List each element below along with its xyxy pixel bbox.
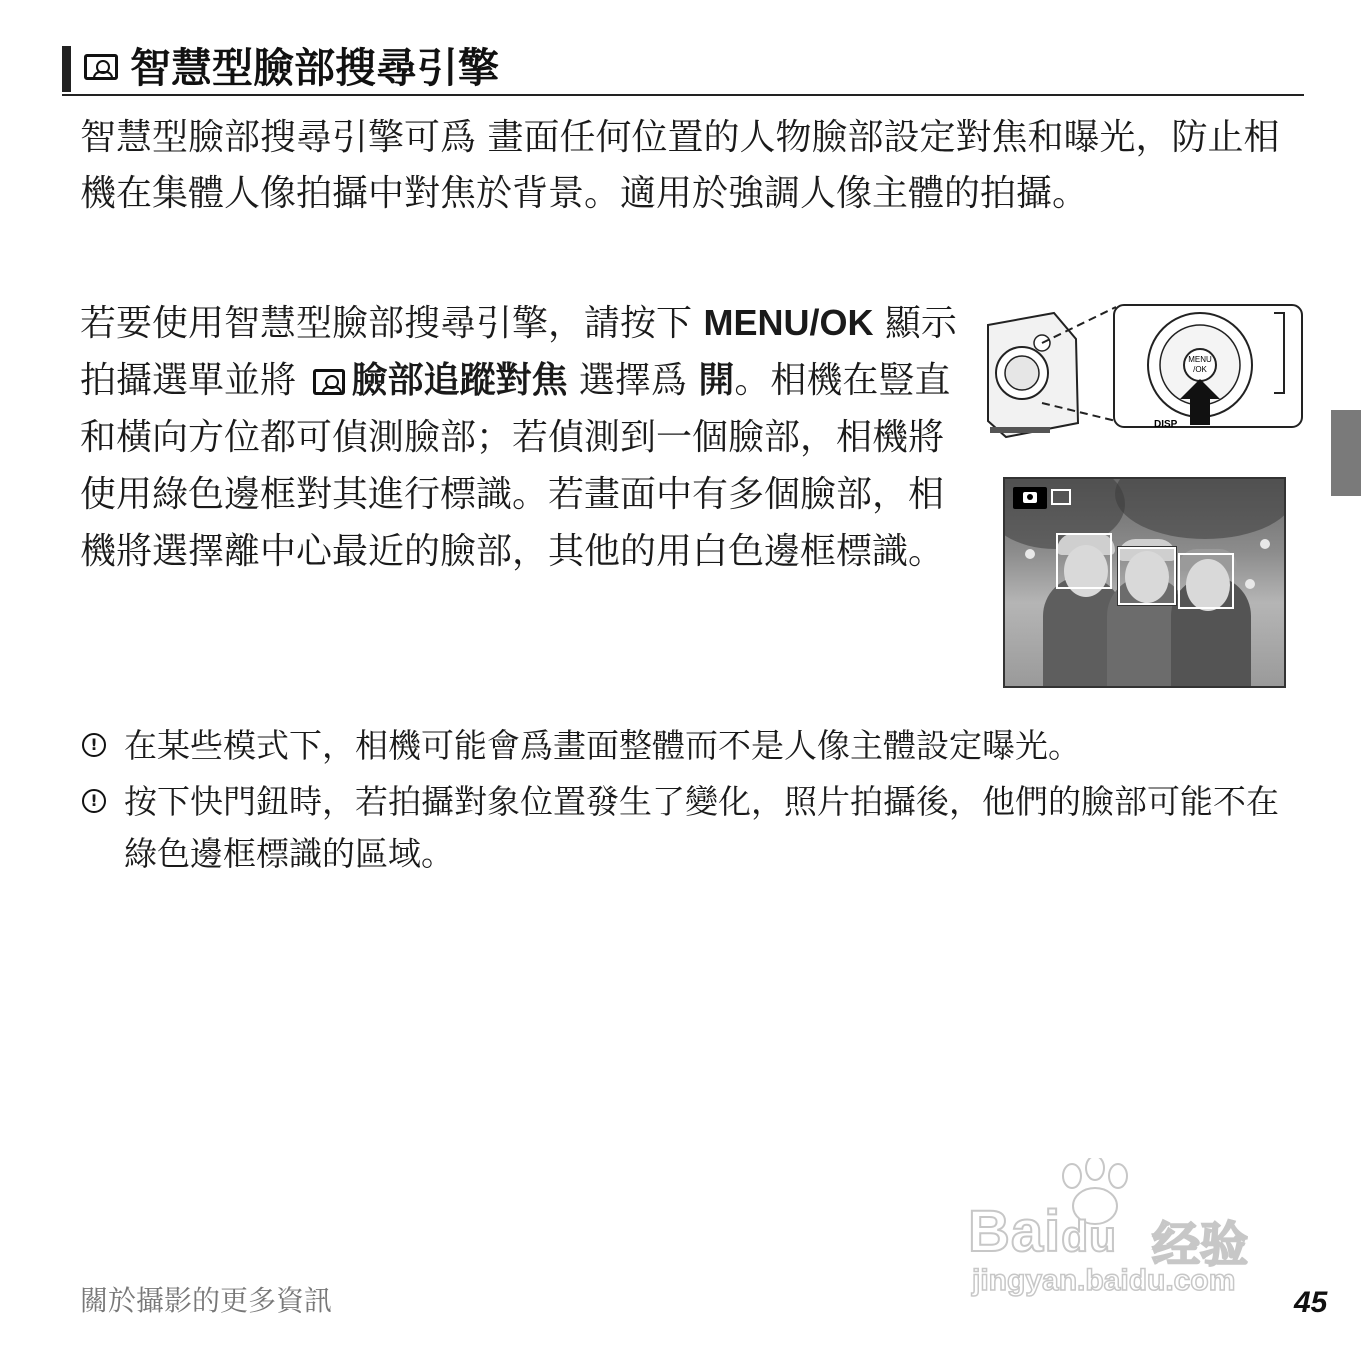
face-detection-example-photo bbox=[1003, 477, 1286, 688]
instructions-text-2: 顯示拍攝選單並將 bbox=[80, 303, 957, 401]
note-item bbox=[80, 720, 1295, 772]
footer-section-title: 關於攝影的更多資訊 bbox=[80, 1284, 333, 1317]
face-detection-indicator-icon bbox=[1051, 489, 1071, 505]
watermark-url: jingyan.baidu.com bbox=[972, 1264, 1236, 1297]
face-frame-white bbox=[1178, 553, 1234, 609]
face-frame-white bbox=[1056, 533, 1112, 589]
setting-name: 臉部追蹤對焦 bbox=[351, 360, 568, 401]
setting-value: 開 bbox=[698, 360, 735, 401]
note-item bbox=[80, 776, 1295, 880]
camera-back-illustration bbox=[984, 303, 1306, 445]
instructions-text-1: 若要使用智慧型臉部搜尋引擎，請按下 bbox=[80, 303, 704, 344]
page-number: 45 bbox=[1294, 1286, 1328, 1319]
instructions-text-3: 選擇爲 bbox=[567, 360, 699, 401]
dial-menu-label: MENU bbox=[1188, 355, 1212, 364]
header-bar-mark bbox=[62, 46, 71, 92]
face-frame-primary bbox=[1118, 547, 1176, 605]
instructions-paragraph bbox=[80, 294, 970, 580]
caution-notes bbox=[80, 720, 1295, 884]
disp-label: DISP bbox=[1154, 419, 1178, 430]
intro-paragraph: 智慧型臉部搜尋引擎可爲 畫面任何位置的人物臉部設定對焦和曝光，防止相機在集體人像拍攝中對焦於背景。適用於強調人像主體的拍攝。 bbox=[80, 117, 1280, 214]
note-text: 按下快門鈕時，若拍攝對象位置發生了變化，照片拍攝後，他們的臉部可能不在綠色邊框標識的區域。 bbox=[124, 782, 1279, 873]
note-text: 在某些模式下，相機可能會爲畫面整體而不是人像主體設定曝光。 bbox=[124, 726, 1081, 765]
face-detection-icon bbox=[84, 54, 118, 80]
caution-icon: ! bbox=[82, 733, 106, 757]
control-dial-zoom bbox=[1114, 305, 1302, 430]
watermark-product: 经验 bbox=[1152, 1217, 1249, 1273]
caution-icon: ! bbox=[82, 789, 106, 813]
instructions-text-4: 。相機在豎直和橫向方位都可偵測臉部；若偵測到一個臉部，相機將使用綠色邊框對其進行標識。若畫面中有多個臉部，相機將選擇離中心最近的臉部，其他的用白色邊框標識。 bbox=[80, 360, 951, 572]
baidu-watermark bbox=[968, 1158, 1280, 1308]
dial-ok-label: /OK bbox=[1193, 365, 1207, 374]
chapter-tab bbox=[1331, 410, 1361, 496]
watermark-brand: Baidu bbox=[968, 1199, 1118, 1264]
face-detection-icon bbox=[313, 369, 345, 395]
section-header bbox=[62, 44, 1304, 96]
page-title: 智慧型臉部搜尋引擎 bbox=[130, 44, 499, 92]
camera-mode-icon bbox=[1013, 487, 1047, 509]
menu-ok-button-label: MENU/OK bbox=[703, 302, 874, 343]
camera-body-sketch bbox=[988, 313, 1078, 437]
